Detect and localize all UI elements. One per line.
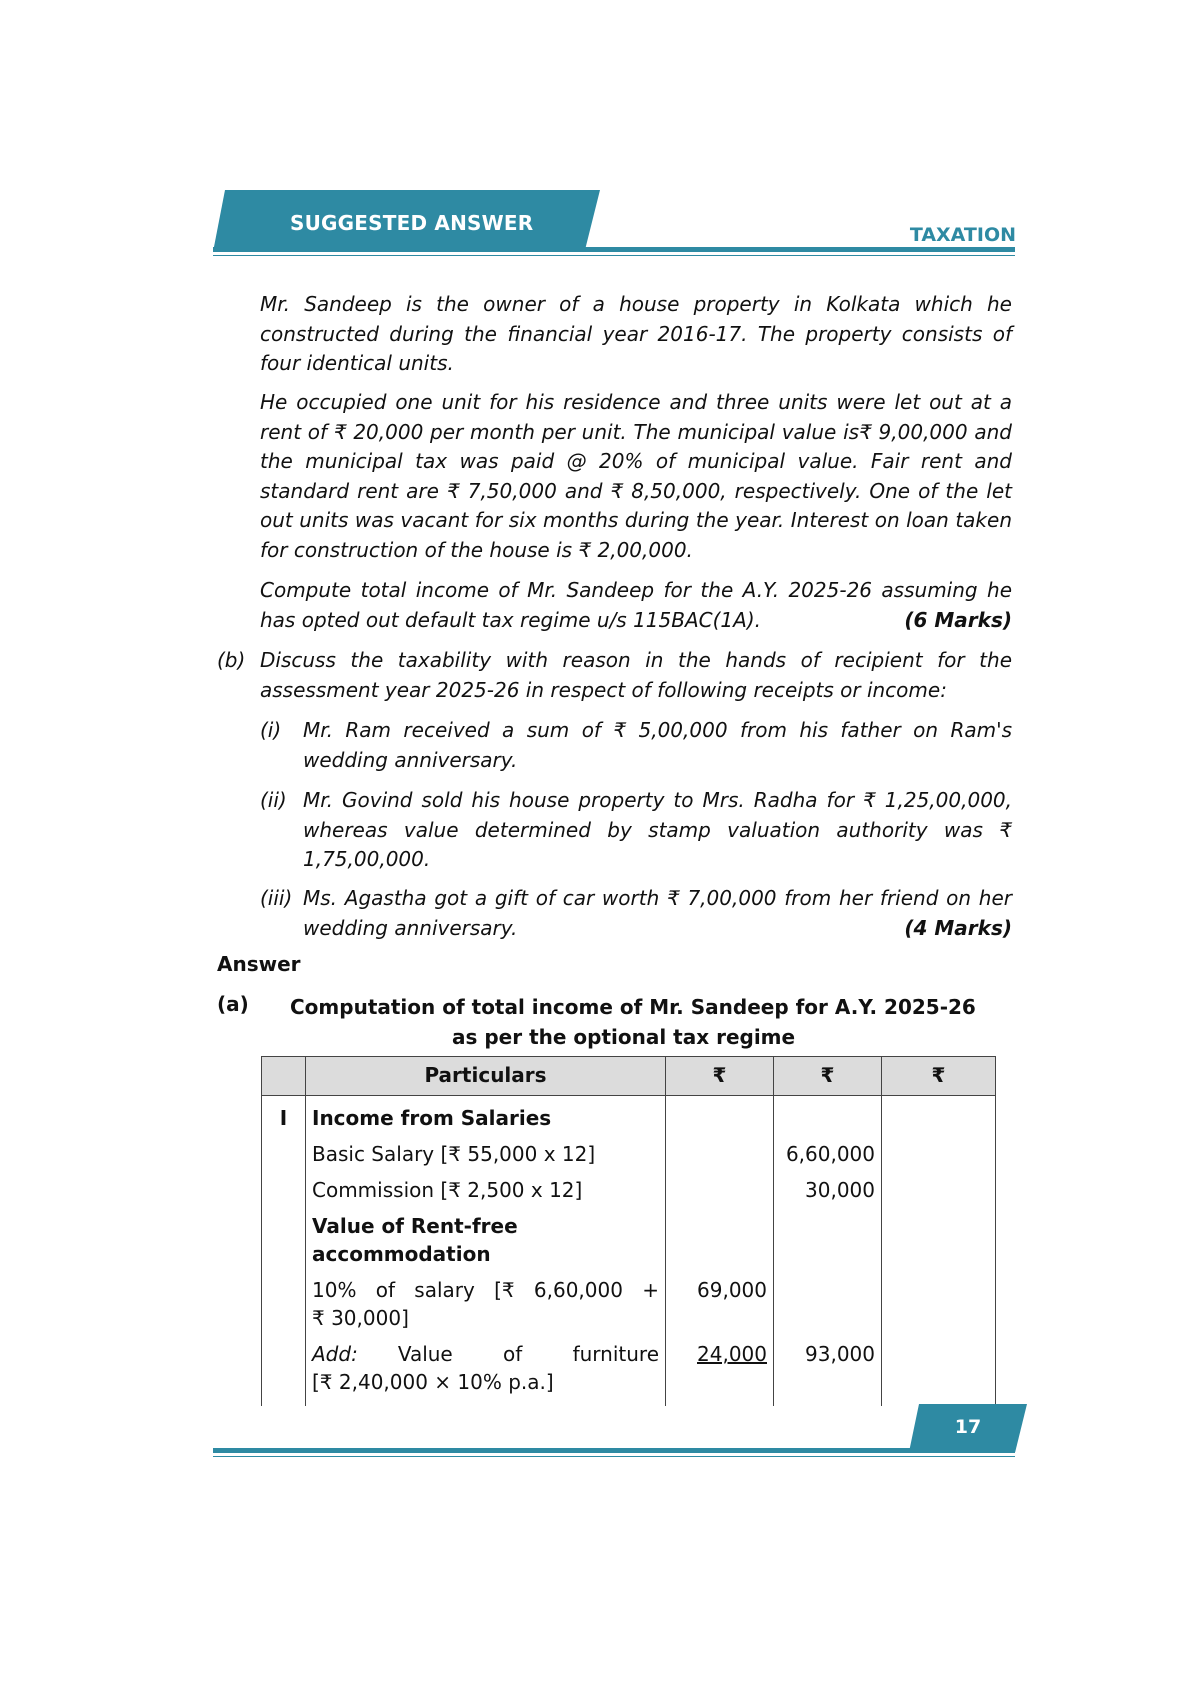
header-subject: TAXATION: [909, 224, 1016, 246]
row-col1: [666, 1208, 774, 1272]
row-col1-value: 24,000: [697, 1342, 767, 1366]
row-col3: [882, 1096, 996, 1137]
table-row: [262, 1208, 996, 1272]
row-col2: 6,60,000: [774, 1136, 882, 1172]
row-col3: [882, 1336, 996, 1406]
row-particulars: [306, 1272, 666, 1336]
table-header-sno: [262, 1057, 306, 1096]
table-header-col1: ₹: [666, 1057, 774, 1096]
table-row: [262, 1172, 996, 1208]
question-b-item-2-label: (ii): [260, 788, 287, 812]
table-row: [262, 1272, 996, 1336]
row-particulars: Basic Salary [₹ 55,000 x 12]: [306, 1136, 666, 1172]
question-b-item-3-text: Ms. Agastha got a gift of car worth ₹ 7,00,000 from her friend on her wedding anniversary.: [303, 886, 1012, 940]
computation-title-line-1: Computation of total income of Mr. Sandeep for A.Y. 2025-26: [290, 995, 976, 1019]
question-a-paragraph-3: [260, 576, 1012, 635]
question-b-item-1-text: Mr. Ram received a sum of ₹ 5,00,000 from his father on Ram's wedding anniversary.: [303, 718, 1012, 772]
row-sno: [262, 1336, 306, 1406]
question-a-paragraph-2: He occupied one unit for his residence and three units were let out at a rent of ₹ 20,000 per month per unit. The municipal value is₹ 9,00,000 and the municipal tax was paid @ 20% of municipal value. Fair rent and standard rent are ₹ 7,50,000 and ₹ 8,50,000, respectively. One of the let out units was vacant for six months during the year. Interest on loan taken for construction of the house is ₹ 2,00,000.: [260, 390, 1012, 562]
row-col2: [774, 1096, 882, 1137]
question-b-item-3-label: (iii): [260, 886, 293, 910]
page-number: 17: [954, 1416, 982, 1438]
footer-rule-thick: [213, 1448, 1015, 1453]
question-a-instruction: Compute total income of Mr. Sandeep for the A.Y. 2025-26 assuming he has opted out default tax regime u/s 115BAC(1A).: [260, 578, 1012, 632]
row-sno: [262, 1272, 306, 1336]
row-col1: [666, 1096, 774, 1137]
row-sno: [262, 1172, 306, 1208]
header-rule-thick: [213, 247, 1015, 252]
row-col2: 30,000: [774, 1172, 882, 1208]
row-particulars: Income from Salaries: [306, 1096, 666, 1137]
row-particulars: Commission [₹ 2,500 x 12]: [306, 1172, 666, 1208]
computation-title: [290, 992, 1010, 1052]
row-particulars-line-1: 10% of salary [₹ 6,60,000 +: [312, 1278, 659, 1302]
row-add-label: Add:: [312, 1342, 358, 1366]
row-col3: [882, 1272, 996, 1336]
row-particulars-text: Value of furniture: [397, 1342, 659, 1366]
row-col2: [774, 1272, 882, 1336]
question-b-text: Discuss the taxability with reason in the hands of recipient for the assessment year 2025-26 in respect of following receipts or income:: [260, 648, 1012, 702]
row-particulars-line-1: [312, 1340, 659, 1368]
row-col3: [882, 1136, 996, 1172]
question-a-marks: (6 Marks): [904, 607, 1012, 632]
computation-table: [261, 1056, 996, 1406]
row-sno: [262, 1136, 306, 1172]
question-b-item-2-text: Mr. Govind sold his house property to Mrs. Radha for ₹ 1,25,00,000, whereas value determined by stamp valuation authority was ₹ 1,75,00,000.: [303, 788, 1012, 871]
footer-rule-thin: [213, 1456, 1015, 1457]
row-particulars-line-2: [₹ 2,40,000 × 10% p.a.]: [312, 1370, 554, 1394]
row-col1: [666, 1172, 774, 1208]
row-col2: 93,000: [774, 1336, 882, 1406]
table-row: [262, 1096, 996, 1137]
header-rule-thin: [213, 255, 1015, 256]
row-particulars: [306, 1336, 666, 1406]
table-row: [262, 1136, 996, 1172]
row-sno: [262, 1208, 306, 1272]
row-col3: [882, 1208, 996, 1272]
answer-heading: Answer: [217, 952, 301, 976]
computation-title-line-2: as per the optional tax regime: [452, 1025, 796, 1049]
row-col1: 69,000: [666, 1272, 774, 1336]
question-b-item-3: [303, 884, 1012, 943]
table-header-col2: ₹: [774, 1057, 882, 1096]
question-b-marks: (4 Marks): [904, 915, 1012, 940]
question-b-label: (b): [217, 648, 246, 672]
answer-section-label: (a): [217, 992, 249, 1016]
row-particulars: Value of Rent-free accommodation: [306, 1208, 666, 1272]
row-particulars-line-2: ₹ 30,000]: [312, 1306, 409, 1330]
table-row: [262, 1336, 996, 1406]
table-header-particulars: Particulars: [306, 1057, 666, 1096]
row-col2: [774, 1208, 882, 1272]
header-title: SUGGESTED ANSWER: [290, 211, 534, 235]
row-col3: [882, 1172, 996, 1208]
row-sno: I: [262, 1096, 306, 1137]
question-a-paragraph-1: Mr. Sandeep is the owner of a house property in Kolkata which he constructed during the financial year 2016-17. The property consists of four identical units.: [260, 292, 1012, 375]
table-header-col3: ₹: [882, 1057, 996, 1096]
row-col1: [666, 1136, 774, 1172]
row-col1: [666, 1336, 774, 1406]
question-b-item-1-label: (i): [260, 718, 282, 742]
table-header-row: [262, 1057, 996, 1096]
